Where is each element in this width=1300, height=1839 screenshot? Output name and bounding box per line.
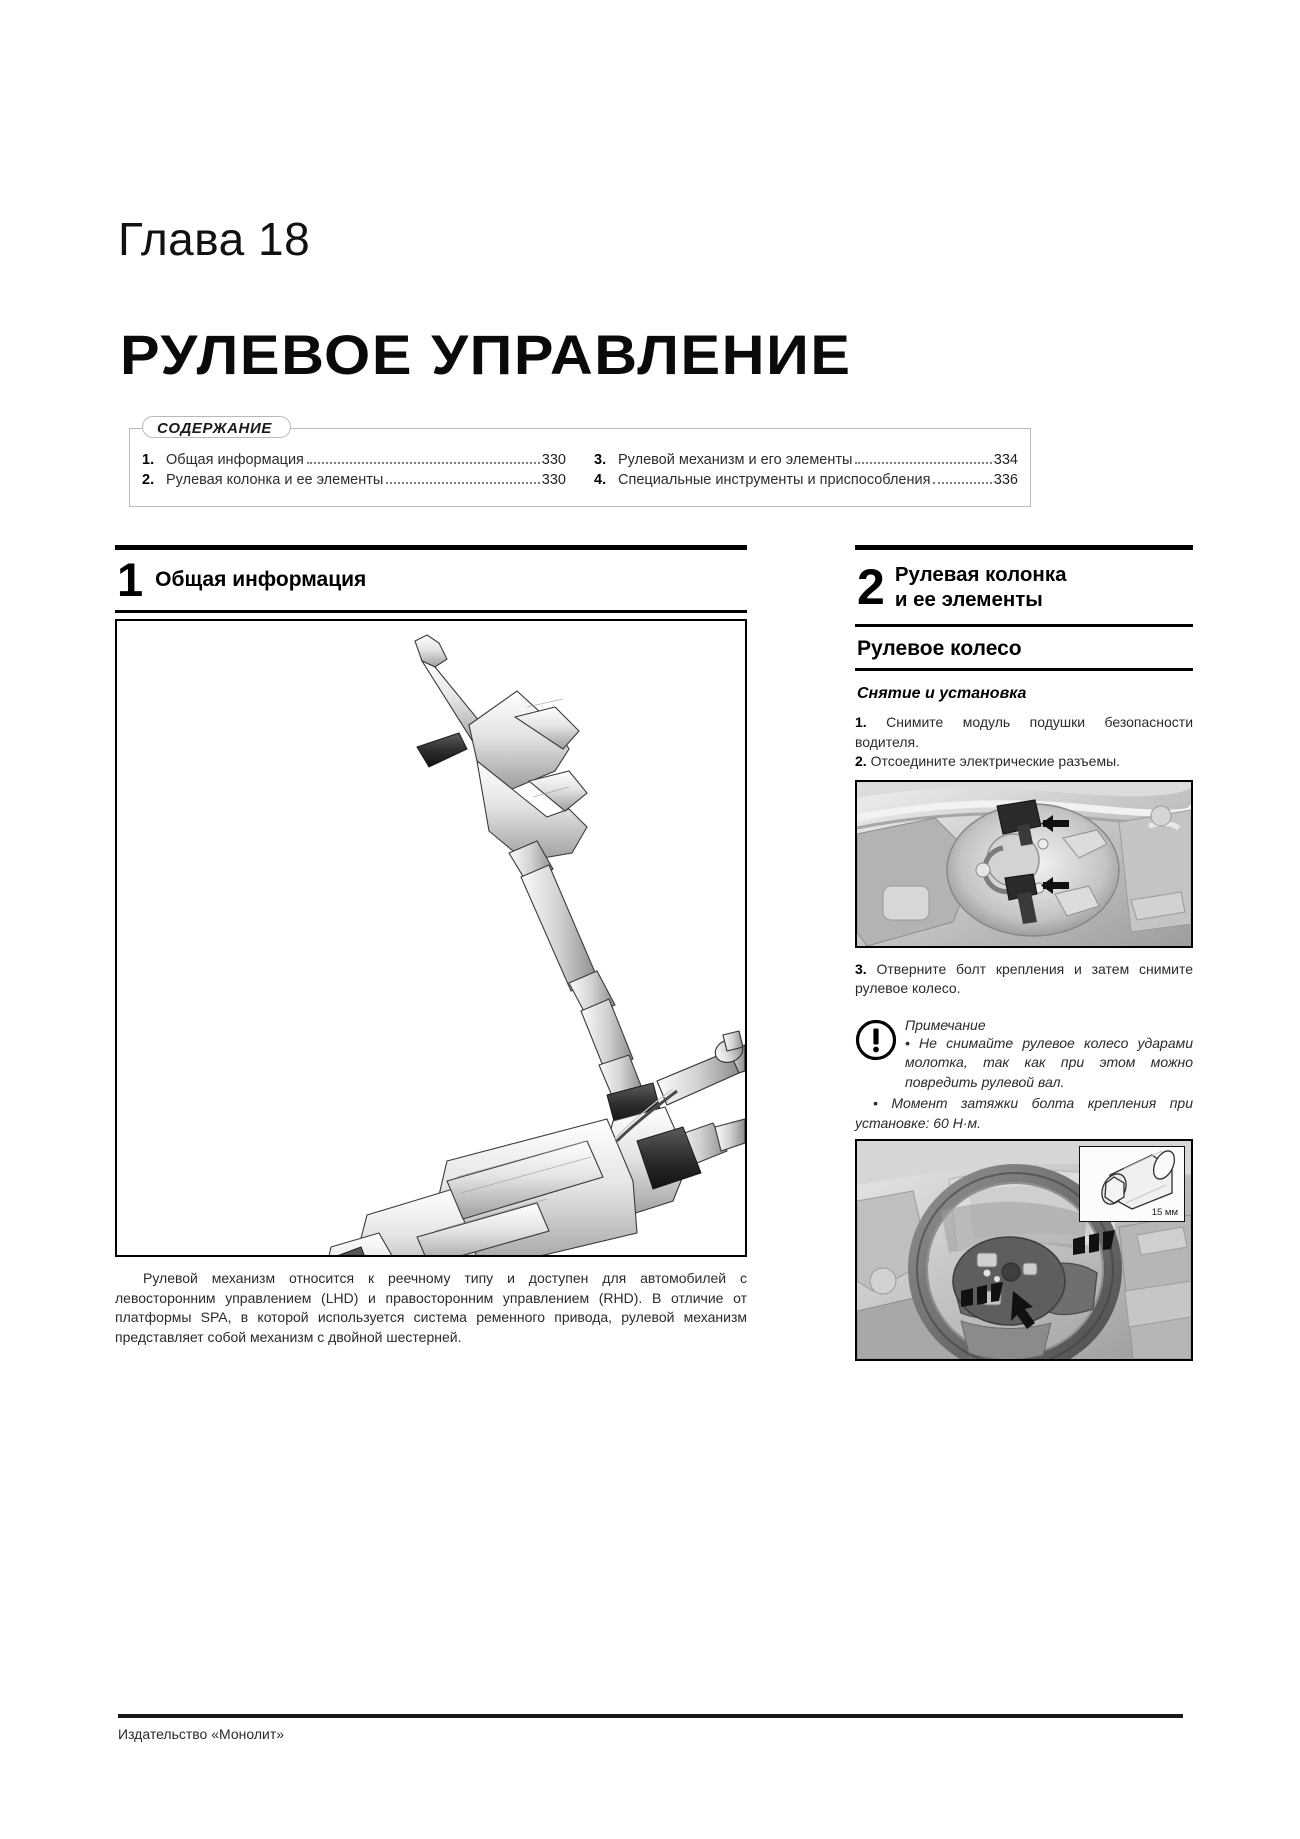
toc-tab-label: СОДЕРЖАНИЕ [142, 416, 291, 438]
procedure-step-1 [855, 713, 1193, 752]
step-number: 3. [855, 960, 867, 977]
toc-entry[interactable] [594, 470, 1018, 490]
toc-column-left [130, 450, 580, 490]
tool-inset-socket [1079, 1146, 1185, 1222]
toc-box [129, 420, 1031, 507]
procedure-step-3 [855, 948, 1193, 999]
toc-entry-number: 3. [594, 452, 607, 468]
section-rule-bottom [115, 610, 747, 613]
left-column [115, 545, 747, 1347]
section-title [895, 562, 1067, 612]
toc-entry-page: 330 [541, 472, 566, 488]
toc-leader-dots [855, 462, 991, 464]
step-number: 2. [855, 753, 867, 769]
step-text: Отверните болт крепления и затем снимите рулевое колесо. [855, 960, 1194, 996]
section-title-line2: и ее элементы [894, 588, 1043, 611]
step-text: Снимите модуль подушки безопасности водителя. [855, 714, 1194, 750]
step-text: Отсоедините электрические разъемы. [870, 753, 1121, 769]
toc-entry[interactable] [594, 450, 1018, 470]
figure-caption: Рулевой механизм относится к реечному типу и доступен для автомобилей с левосторонним управлением (LHD) и правосторонним управлением (RHD). В отличие от платформы SPA, в которой используется система ременного привода, рулевой механизм представляет собой механизм с двойной шестерней. [115, 1270, 747, 1345]
tool-size-label: 15 мм [1151, 1207, 1178, 1218]
toc-entry-title: Общая информация [166, 452, 304, 468]
chapter-title: РУЛЕВОЕ УПРАВЛЕНИЕ [120, 323, 852, 386]
toc-entry-number: 4. [594, 472, 607, 488]
note-bullet: • Не снимайте рулевое колесо ударами молотка, так как при этом можно повредить рулевой вал. [905, 1034, 1193, 1090]
footer-publisher: Издательство «Монолит» [118, 1726, 285, 1742]
section-title-line1: Рулевая колонка [894, 563, 1067, 586]
steering-rack-illustration [117, 621, 745, 1255]
toc-leader-dots [307, 462, 540, 464]
table-of-contents [129, 420, 1031, 507]
toc-leader-dots [933, 482, 991, 484]
figure-steering-rack-assembly [115, 619, 747, 1257]
toc-entry[interactable] [142, 470, 566, 490]
chapter-label: Глава 18 [118, 213, 311, 265]
toc-entry-title: Рулевой механизм и его элементы [618, 452, 853, 468]
toc-entry-page: 334 [993, 452, 1018, 468]
figure-airbag-connectors [855, 780, 1193, 948]
note-title: Примечание [905, 1016, 986, 1033]
toc-entry[interactable] [142, 450, 566, 470]
toc-entry-page: 330 [541, 452, 566, 468]
section-title: Общая информация [155, 568, 367, 591]
right-column [855, 545, 1193, 1361]
toc-entry-title: Специальные инструменты и приспособления [618, 472, 931, 488]
section-heading-2 [855, 550, 1193, 624]
note-body [905, 1017, 1193, 1093]
toc-entry-title: Рулевая колонка и ее элементы [166, 472, 384, 488]
exclamation-circle-icon [855, 1019, 897, 1061]
section-number: 2 [857, 559, 885, 615]
subsection-heading: Рулевое колесо [857, 637, 1022, 660]
footer-rule [118, 1714, 1183, 1718]
procedure-step-2 [855, 752, 1193, 772]
toc-entry-page: 336 [993, 472, 1018, 488]
toc-entry-number: 2. [142, 472, 155, 488]
note-bullet: • Момент затяжки болта крепления при установке: 60 Н·м. [855, 1095, 1193, 1131]
figure-steering-wheel [855, 1139, 1193, 1361]
section-heading-1 [115, 550, 747, 610]
note-block [855, 999, 1193, 1093]
toc-entry-number: 1. [142, 452, 155, 468]
step-number: 1. [855, 714, 867, 730]
airbag-connectors-photo [857, 782, 1191, 946]
toc-column-right [580, 450, 1030, 490]
procedure-heading: Снятие и установка [857, 685, 1027, 702]
toc-leader-dots [386, 482, 539, 484]
section-number: 1 [117, 553, 144, 606]
